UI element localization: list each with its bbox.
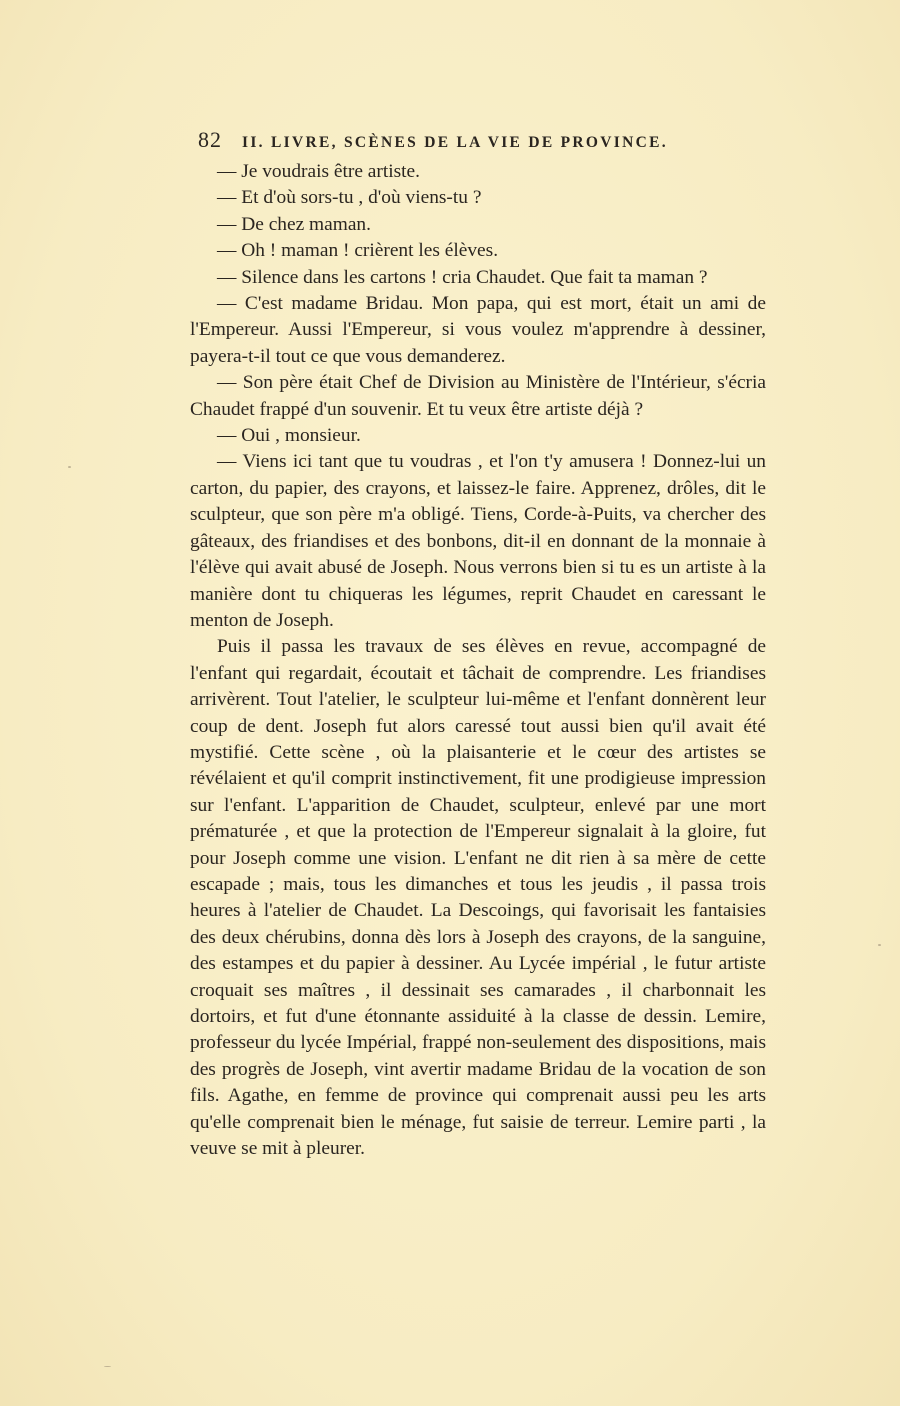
page-header	[198, 127, 798, 157]
page-number: 82	[198, 127, 222, 152]
paragraph: — Et d'où sors-tu , d'où viens-tu ?	[217, 187, 482, 209]
paragraph: — C'est madame Bridau. Mon papa, qui est mort, était un ami de l'Empereur. Aussi l'Empereur, si vous voulez m'apprendre à dessiner, payera-t-il tout ce que vous demanderez.	[190, 293, 766, 367]
paragraph: — Oui , monsieur.	[217, 425, 361, 447]
paper-speck	[68, 466, 71, 468]
paragraph: — Viens ici tant que tu voudras , et l'on t'y amusera ! Donnez-lui un carton, du papier, des crayons, et laissez-le faire. Apprenez, drôles, dit le sculpteur, que son père m'a obligé. Tiens, Corde-à-Puits, va chercher des gâteaux, des friandises et des bonbons, dit-il en donnant de la monnaie à l'élève qui avait abusé de Joseph. Nous verrons bien si tu es un artiste à la manière dont tu chiqueras les légumes, reprit Chaudet en caressant le menton de Joseph.	[190, 451, 766, 631]
paragraph: — Silence dans les cartons ! cria Chaudet. Que fait ta maman ?	[217, 266, 708, 288]
paragraph: — Son père était Chef de Division au Ministère de l'Intérieur, s'écria Chaudet frappé d'un souvenir. Et tu veux être artiste déjà ?	[190, 372, 766, 420]
running-head: II. LIVRE, SCÈNES DE LA VIE DE PROVINCE.	[242, 134, 668, 151]
paper-speck	[878, 944, 881, 946]
paragraph: — Je voudrais être artiste.	[217, 161, 420, 182]
paragraph: Puis il passa les travaux de ses élèves en revue, accompagné de l'enfant qui regardait, écoutait et tâchait de comprendre. Les friandises arrivèrent. Tout l'atelier, le sculpteur lui-même et l'enfant donnèrent leur coup de dent. Joseph fut alors caressé tout aussi bien qu'il avait été mystifié. Cette scène , où la plaisanterie et le cœur des artistes se révélaient et qu'il comprit instinctivement, fit une prodigieuse impression sur l'enfant. L'apparition de Chaudet, sculpteur, enlevé par une mort prématurée , et que la protection de l'Empereur signalait à la gloire, fut pour Joseph comme une vision. L'enfant ne dit rien à sa mère de cette escapade ; mais, tous les dimanches et tous les jeudis , il passa trois heures à l'atelier de Chaudet. La Descoings, qui favorisait les fantaisies des deux chérubins, donna dès lors à Joseph des crayons, de la sanguine, des estampes et du papier à dessiner. Au Lycée impérial , le futur artiste croquait ses maîtres , il dessinait ses camarades , il charbonnait les dortoirs, et fut d'une étonnante assiduité à la classe de dessin. Lemire, professeur du lycée Impérial, frappé non-seulement des dispositions, mais des progrès de Joseph, vint avertir madame Bridau de la vocation de son fils. Agathe, en femme de province qui comprenait aussi peu les arts qu'elle comprenait bien le ménage, fut saisie de terreur. Lemire parti , la veuve se mit à pleurer.	[190, 636, 766, 1160]
paper-speck	[104, 1366, 111, 1367]
paragraph: — Oh ! maman ! crièrent les élèves.	[217, 240, 499, 262]
body-text	[190, 159, 766, 1162]
paragraph: — De chez maman.	[217, 213, 371, 235]
